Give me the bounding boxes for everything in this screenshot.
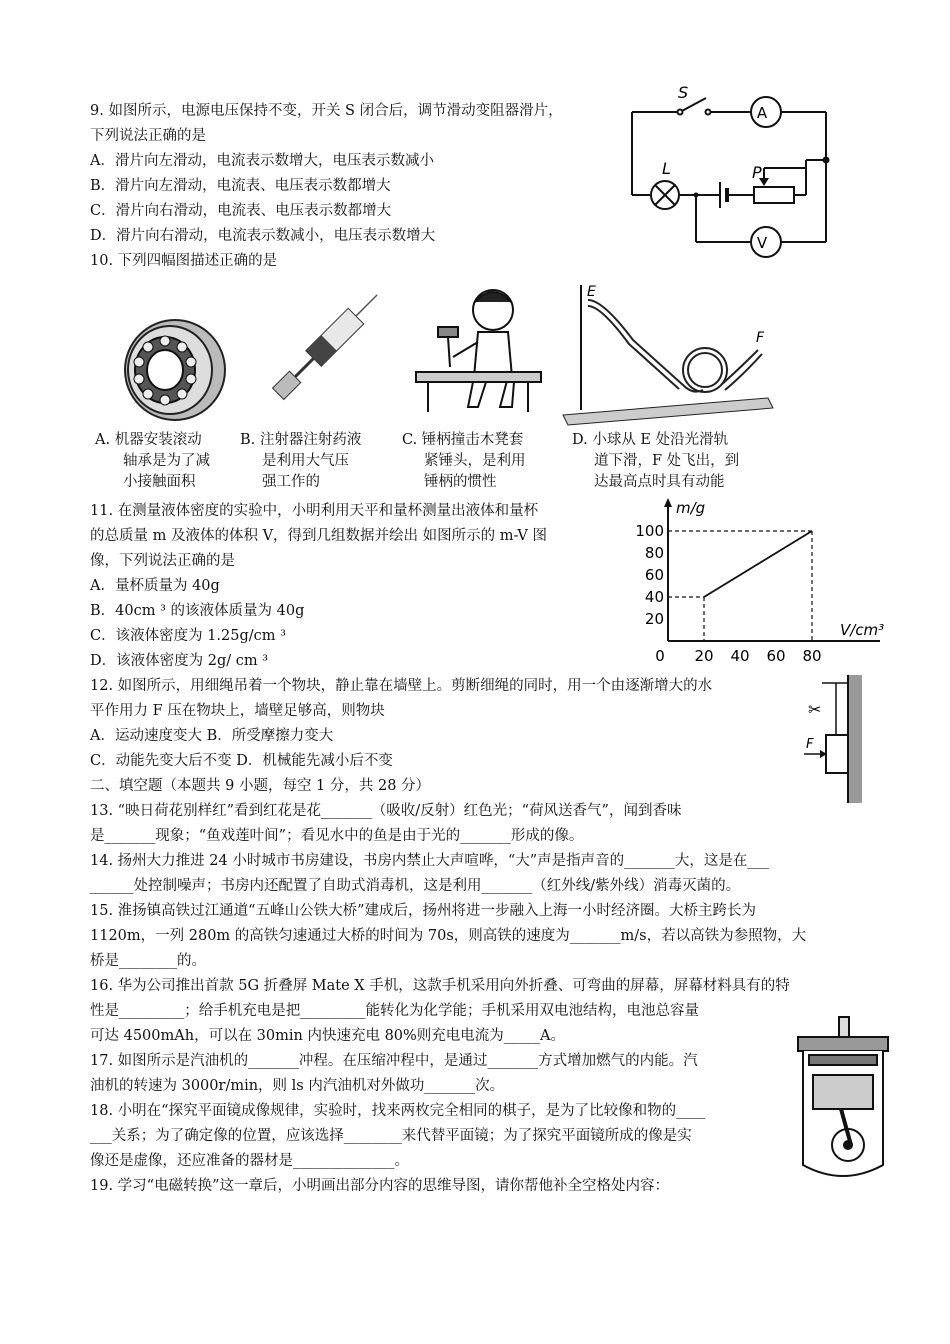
q14-line2: ______处控制噪声；书房内还配置了自助式消毒机，这是利用_______（红外线/紫外线）消毒灭菌的。	[90, 878, 741, 894]
q11-line3: 像，下列说法正确的是	[90, 553, 235, 569]
y-axis-arrow	[664, 498, 672, 507]
slider-label: P	[752, 163, 762, 182]
q12-option-cd: C．动能先变大后不变 D．机械能先减小后不变	[90, 753, 393, 769]
q9-option-d: D．滑片向右滑动，电流表示数减小，电压表示数增大	[90, 228, 436, 244]
q17-line2: 油机的转速为 3000r/min，则 ls 内汽油机对外做功_______次。	[90, 1078, 505, 1094]
caption-d-line2: 道下滑，F 处飞出，到	[594, 453, 740, 469]
scissors-icon: ✂	[808, 700, 822, 719]
caption-d-line1: D. 小球从 E 处沿光滑轨	[572, 432, 729, 448]
q11-option-b: B．40cm ³ 的该液体质量为 40g	[90, 603, 305, 619]
x-tick-label: 80	[802, 647, 822, 665]
voltmeter-label: V	[756, 234, 768, 252]
q19-stem: 19. 学习“电磁转换”这一章后，小明画出部分内容的思维导图，请你帮他补全空格处内容：	[90, 1178, 669, 1194]
q10-caption-d	[572, 430, 772, 493]
q13-line2: 是_______现象；“鱼戏莲叶间”；看见水中的鱼是由于光的_______形成的像。	[90, 828, 584, 844]
q18-line3: 像还是虚像，还应准备的器材是______________。	[90, 1153, 409, 1169]
q10-caption-c	[402, 430, 567, 493]
x-tick-label: 0	[655, 647, 665, 665]
caption-b-line2: 是利用大气压	[262, 453, 349, 469]
hammer-boy-illustration	[408, 282, 548, 422]
caption-c-line2: 紧锤头，是利用	[424, 453, 526, 469]
engine-figure	[793, 1015, 893, 1185]
y-tick-label: 60	[644, 566, 664, 584]
caption-d-line3: 达最高点时具有动能	[594, 474, 725, 490]
q11-option-c: C．该液体密度为 1.25g/cm ³	[90, 628, 286, 644]
q10-caption-a	[95, 430, 260, 493]
q9-stem-line2: 下列说法正确的是	[90, 128, 206, 144]
q17-line1: 17. 如图所示是汽油机的_______冲程。在压缩冲程中，是通过_______方式增加燃气的内能。汽	[90, 1053, 698, 1069]
force-label: F	[806, 737, 814, 752]
x-axis-label: V/cm³	[840, 621, 885, 639]
x-tick-label: 60	[766, 647, 786, 665]
q18-line1: 18. 小明在“探究平面镜成像规律，实验时，找来两枚完全相同的棋子，是为了比较像和物的____	[90, 1103, 706, 1119]
y-tick-label: 80	[644, 544, 664, 562]
track-start-label: E	[587, 284, 596, 300]
y-tick-label: 40	[644, 588, 664, 606]
wall-block-figure	[800, 675, 865, 805]
x-tick-label: 40	[730, 647, 750, 665]
q11-option-a: A．量杯质量为 40g	[90, 578, 220, 594]
q9-option-a: A．滑片向左滑动，电流表示数增大，电压表示数减小	[90, 153, 434, 169]
q12-line2: 平作用力 F 压在物块上，墙壁足够高，则物块	[90, 703, 385, 719]
section-2-heading: 二、填空题（本题共 9 小题，每空 1 分，共 28 分）	[90, 778, 431, 794]
circuit-diagram	[628, 80, 838, 252]
q11-line1: 11. 在测量液体密度的实验中，小明利用天平和量杯测量出液体和量杯	[90, 503, 539, 519]
q15-line3: 桥是________的。	[90, 953, 206, 969]
q12-option-ab: A．运动速度变大 B．所受摩擦力变大	[90, 728, 334, 744]
caption-a-line1: A. 机器安装滚动	[95, 432, 202, 448]
q13-line1: 13. “映日荷花别样红”看到红花是花_______（吸收/反射）红色光；“荷风送香气”，闻到香味	[90, 803, 682, 819]
y-tick-label: 20	[644, 610, 664, 628]
q9-option-b: B．滑片向左滑动，电流表、电压表示数都增大	[90, 178, 391, 194]
q10-stem: 10. 下列四幅图描述正确的是	[90, 253, 278, 269]
lamp-label: L	[662, 159, 671, 178]
switch-label: S	[678, 83, 689, 102]
y-axis-label: m/g	[676, 499, 706, 517]
caption-b-line3: 强工作的	[262, 474, 320, 490]
x-tick-label: 20	[694, 647, 714, 665]
caption-a-line3: 小接触面积	[123, 474, 196, 490]
series-line	[704, 531, 812, 597]
q16-line3: 可达 4500mAh，可以在 30min 内快速充电 80%则充电电流为_____A。	[90, 1028, 566, 1044]
q12-line1: 12. 如图所示，用细绳吊着一个物块，静止靠在墙壁上。剪断细绳的同时，用一个由逐渐增大的水	[90, 678, 713, 694]
mv-chart	[635, 495, 885, 670]
q18-line2: ___关系；为了确定像的位置，应该选择________来代替平面镜；为了探究平面镜所成的像是实	[90, 1128, 692, 1144]
q11-option-d: D．该液体密度为 2g/ cm ³	[90, 653, 269, 669]
caption-a-line2: 轴承是为了减	[123, 453, 210, 469]
q15-line1: 15. 淮扬镇高铁过江通道“五峰山公铁大桥”建成后，扬州将进一步融入上海一小时经济圈。大桥主跨长为	[90, 903, 756, 919]
caption-b-line1: B. 注射器注射药液	[240, 432, 362, 448]
caption-c-line3: 锤柄的惯性	[424, 474, 497, 490]
q10-caption-b	[240, 430, 405, 493]
y-tick-label: 100	[635, 522, 664, 540]
bearing-illustration	[120, 315, 230, 425]
q16-line2: 性是_________；给手机充电是把_________能转化为化学能；手机采用双电池结构，电池总容量	[90, 1003, 699, 1019]
q15-line2: 1120m，一列 280m 的高铁匀速通过大桥的时间为 70s，则高铁的速度为_______m/s，若以高铁为参照物，大	[90, 928, 807, 944]
q14-line1: 14. 扬州大力推进 24 小时城市书房建设，书房内禁止大声喧哗，“大”声是指声音的_______大，这是在___	[90, 853, 770, 869]
track-end-label: F	[756, 330, 765, 346]
ammeter-label: A	[756, 104, 768, 122]
q11-line2: 的总质量 m 及液体的体积 V，得到几组数据并绘出 如图所示的 m-V 图	[90, 528, 547, 544]
q16-line1: 16. 华为公司推出首款 5G 折叠屏 Mate X 手机，这款手机采用向外折叠、可弯曲的屏幕，屏幕材料具有的特	[90, 978, 790, 994]
track-illustration	[563, 280, 778, 425]
q9-stem-line1: 9. 如图所示，电源电压保持不变，开关 S 闭合后，调节滑动变阻器滑片，	[90, 103, 563, 119]
caption-c-line1: C. 锤柄撞击木凳套	[402, 432, 524, 448]
syringe-illustration	[255, 285, 390, 415]
q9-option-c: C．滑片向右滑动，电流表、电压表示数都增大	[90, 203, 392, 219]
